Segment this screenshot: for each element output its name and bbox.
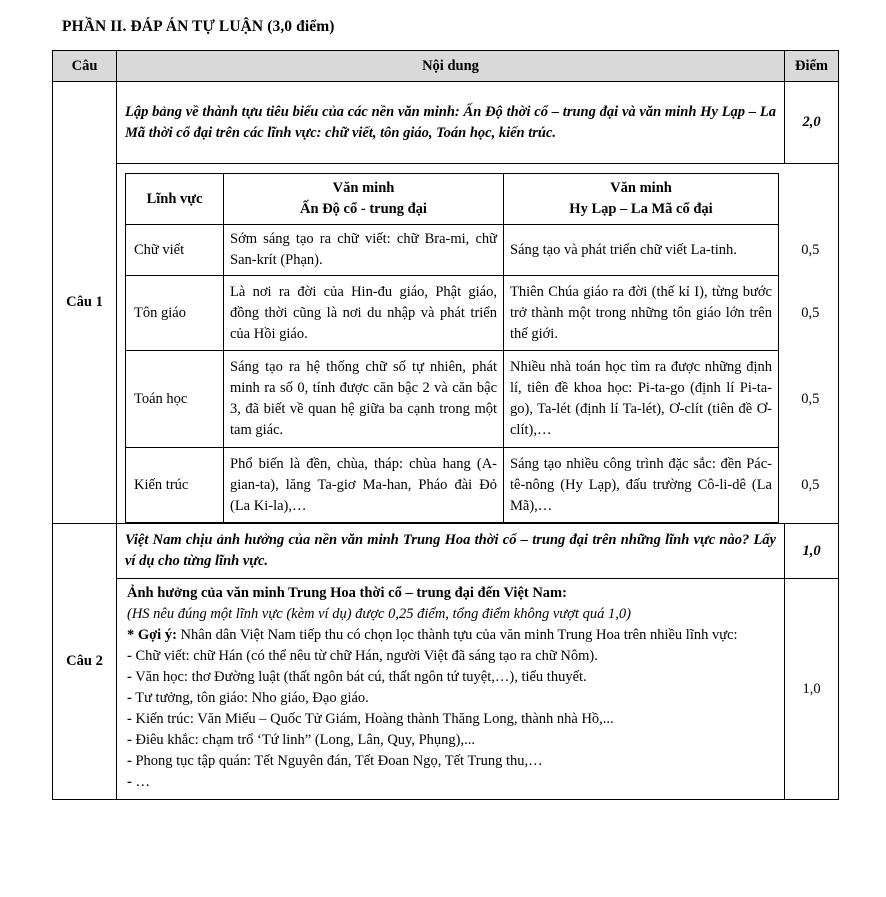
column-header-noi-dung: Nội dung bbox=[117, 51, 785, 82]
row-field: Tôn giáo bbox=[126, 276, 224, 351]
list-dash: - bbox=[127, 753, 132, 769]
row-points: 0,5 bbox=[779, 351, 842, 448]
answer-title: Ảnh hưởng của văn minh Trung Hoa thời cổ – trung đại đến Việt Nam: bbox=[127, 585, 567, 601]
list-item bbox=[127, 667, 774, 688]
list-item-text: Kiến trúc: Văn Miếu – Quốc Tử Giám, Hoàng thành Thăng Long, thành nhà Hồ,... bbox=[131, 711, 614, 727]
comparison-header-points-spacer bbox=[779, 174, 842, 225]
cau1-label: Câu 1 bbox=[53, 82, 117, 524]
comparison-header-india bbox=[224, 174, 504, 225]
column-header-diem: Điểm bbox=[785, 51, 839, 82]
list-dash: - bbox=[127, 648, 132, 664]
row-points: 0,5 bbox=[779, 448, 842, 523]
list-dash: - bbox=[127, 732, 132, 748]
row-india: Sớm sáng tạo ra chữ viết: chữ Bra-mi, chữ San-krít (Phạn). bbox=[224, 225, 504, 276]
cau2-answer-row bbox=[53, 579, 839, 800]
list-item-text: Chữ viết: chữ Hán (có thể nêu từ chữ Hán, người Việt đã sáng tạo ra chữ Nôm). bbox=[131, 648, 598, 664]
list-item-text: Văn học: thơ Đường luật (thất ngôn bát cú, thất ngôn tứ tuyệt,…), tiểu thuyết. bbox=[131, 669, 587, 685]
comparison-header-row bbox=[126, 174, 842, 225]
column-header-cau: Câu bbox=[53, 51, 117, 82]
row-greece: Sáng tạo nhiều công trình đặc sắc: đền Pác-tê-nông (Hy Lạp), đấu trường Cô-li-dê (La Mã),… bbox=[504, 448, 779, 523]
hint-text: Nhân dân Việt Nam tiếp thu có chọn lọc thành tựu của văn minh Trung Hoa trên nhiều lĩnh vực: bbox=[176, 627, 738, 643]
table-row bbox=[126, 225, 842, 276]
list-item bbox=[127, 709, 774, 730]
list-item-text: Tư tưởng, tôn giáo: Nho giáo, Đạo giáo. bbox=[131, 690, 369, 706]
list-item bbox=[127, 751, 774, 772]
row-greece: Nhiều nhà toán học tìm ra được những định lí, tiên đề khoa học: Pi-ta-go (định lí Pi-ta-go), Ta-lét (định lí Ta-lét), Ơ-clít (tiên đề Ơ-clít),… bbox=[504, 351, 779, 448]
header-row bbox=[53, 51, 839, 82]
comparison-table bbox=[125, 173, 842, 523]
row-india: Phổ biến là đền, chùa, tháp: chùa hang (A-gian-ta), lăng Ta-giơ Ma-han, Pháo đài Đỏ (La Ki-la),… bbox=[224, 448, 504, 523]
row-field: Kiến trúc bbox=[126, 448, 224, 523]
row-india: Sáng tạo ra hệ thống chữ số tự nhiên, phát minh ra số 0, tính được căn bậc 2 và căn bậc 3, đã biết về quan hệ giữa ba cạnh trong một tam giác. bbox=[224, 351, 504, 448]
table-row bbox=[126, 351, 842, 448]
list-item bbox=[127, 772, 774, 793]
cau2-answer-points: 1,0 bbox=[785, 579, 839, 800]
cau1-answer-cell bbox=[117, 164, 839, 524]
list-item bbox=[127, 730, 774, 751]
list-dash: - bbox=[127, 690, 132, 706]
answer-table bbox=[52, 50, 839, 800]
list-item-text: Phong tục tập quán: Tết Nguyên đán, Tết Đoan Ngọ, Tết Trung thu,… bbox=[131, 753, 543, 769]
hint-label: * Gợi ý: bbox=[127, 627, 177, 643]
row-field: Toán học bbox=[126, 351, 224, 448]
cau1-question: Lập bảng về thành tựu tiêu biểu của các nền văn minh: Ấn Độ thời cổ – trung đại và văn minh Hy Lạp – La Mã thời cổ đại trên các lĩnh vực: chữ viết, tôn giáo, Toán học, kiến trúc. bbox=[117, 82, 785, 164]
cau2-answer bbox=[117, 579, 785, 800]
india-header-line1: Văn minh bbox=[332, 180, 395, 196]
cau2-question-points: 1,0 bbox=[785, 524, 839, 579]
row-greece: Thiên Chúa giáo ra đời (thế kỉ I), từng bước trở thành một trong những tôn giáo lớn trên thế giới. bbox=[504, 276, 779, 351]
answer-note: (HS nêu đúng một lĩnh vực (kèm ví dụ) được 0,25 điểm, tổng điểm không vượt quá 1,0) bbox=[127, 606, 631, 622]
row-greece: Sáng tạo và phát triển chữ viết La-tinh. bbox=[504, 225, 779, 276]
row-india: Là nơi ra đời của Hin-đu giáo, Phật giáo, đồng thời cũng là nơi du nhập và phát triển của Hồi giáo. bbox=[224, 276, 504, 351]
cau1-question-row bbox=[53, 82, 839, 164]
cau2-label: Câu 2 bbox=[53, 524, 117, 800]
row-points: 0,5 bbox=[779, 225, 842, 276]
list-dash: - bbox=[127, 669, 132, 685]
list-item bbox=[127, 688, 774, 709]
section-heading: PHẦN II. ĐÁP ÁN TỰ LUẬN (3,0 điểm) bbox=[62, 18, 335, 35]
comparison-header-greece bbox=[504, 174, 779, 225]
greece-header-line1: Văn minh bbox=[610, 180, 672, 196]
cau1-answer-row bbox=[53, 164, 839, 524]
greece-header-line2: Hy Lạp – La Mã cổ đại bbox=[569, 201, 713, 217]
list-dash: - bbox=[127, 774, 132, 790]
cau2-question: Việt Nam chịu ảnh hưởng của nền văn minh Trung Hoa thời cổ – trung đại trên những lĩnh vực nào? Lấy ví dụ cho từng lĩnh vực. bbox=[117, 524, 785, 579]
table-row bbox=[126, 276, 842, 351]
row-field: Chữ viết bbox=[126, 225, 224, 276]
comparison-header-field: Lĩnh vực bbox=[126, 174, 224, 225]
list-item-text: Điêu khắc: chạm trổ ‘Tứ linh” (Long, Lân, Quy, Phụng),... bbox=[131, 732, 476, 748]
cau2-question-row bbox=[53, 524, 839, 579]
list-dash: - bbox=[127, 711, 132, 727]
list-item bbox=[127, 646, 774, 667]
table-row bbox=[126, 448, 842, 523]
cau1-question-points: 2,0 bbox=[785, 82, 839, 164]
india-header-line2: Ấn Độ cổ - trung đại bbox=[300, 201, 427, 217]
list-item-text: … bbox=[131, 774, 150, 790]
row-points: 0,5 bbox=[779, 276, 842, 351]
answer-section bbox=[52, 18, 838, 800]
hint-paragraph bbox=[127, 625, 774, 646]
